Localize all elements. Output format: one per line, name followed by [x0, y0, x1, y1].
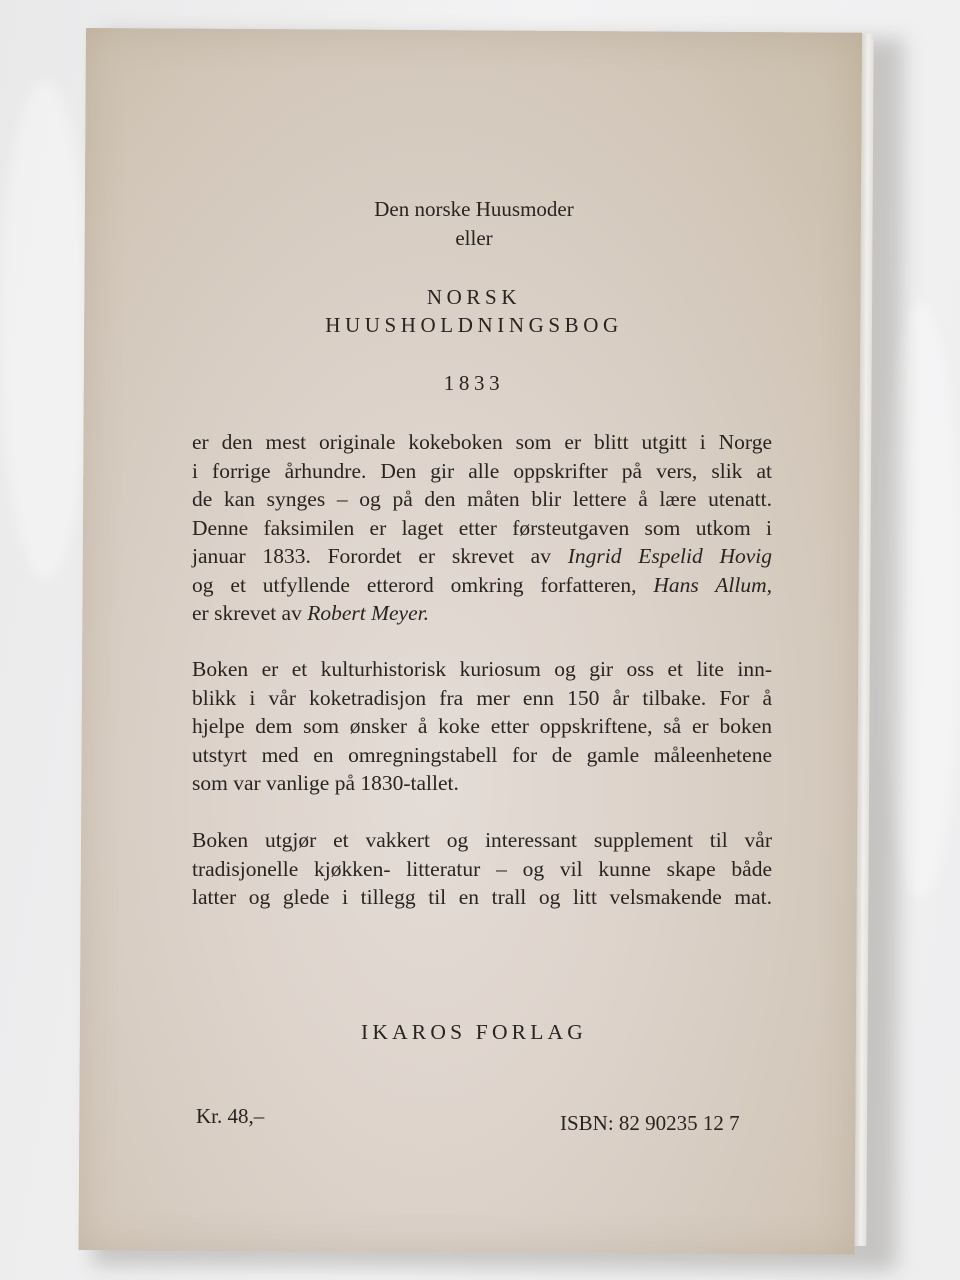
paragraph-line: er den mest originale kokeboken som er blitt utgitt i Norge [192, 430, 772, 454]
description-paragraph-3 [192, 826, 772, 912]
subtitle-line-2: eller [455, 226, 493, 250]
cloth-fold [0, 80, 90, 580]
paragraph-text: og et utfyllende etterord omkring forfatteren, [192, 572, 654, 597]
isbn: ISBN: 82 90235 12 7 [560, 1111, 740, 1135]
publisher-name: IKAROS FORLAG [360, 1020, 588, 1044]
description-paragraph-2 [192, 655, 772, 798]
paragraph-line [192, 599, 772, 628]
paragraph-line [192, 571, 772, 600]
description-paragraph-1 [192, 428, 772, 628]
subtitle-line-1: Den norske Huusmoder [374, 197, 574, 221]
paragraph-line: hjelpe dem som ønsker å koke etter oppskriftene, så er boken [192, 714, 772, 738]
paragraph-line: i forrige århundre. Den gir alle oppskrifter på vers, slik at [192, 458, 772, 483]
paragraph-line: latter og glede i tillegg til en trall og litt velsmakende mat. [192, 885, 772, 909]
paragraph-line: de kan synges – og på den måten blir lettere å lære utenatt. [192, 487, 772, 511]
foreword-author: Ingrid Espelid Hovig [567, 544, 772, 568]
book-author: Hans Allum, [653, 572, 772, 597]
paragraph-line: tradisjonelle kjøkken- litteratur – og vil kunne skape både [192, 856, 772, 881]
paragraph-line: blikk i vår koketradisjon fra mer enn 150 år tilbake. For å [192, 685, 772, 710]
afterword-author: Robert Meyer. [307, 601, 430, 625]
paragraph-line: som var vanlige på 1830-tallet. [192, 771, 459, 795]
paragraph-line: Boken er et kulturhistorisk kuriosum og gir oss et lite inn- [192, 657, 772, 681]
paragraph-line [192, 542, 772, 571]
paragraph-text: januar 1833. Forordet er skrevet av [192, 544, 568, 568]
paragraph-line: Denne faksimilen er laget etter førsteutgaven som utkom i [192, 515, 772, 540]
price: Kr. 48,– [196, 1104, 265, 1128]
year: 1833 [443, 371, 505, 395]
title-line-1: NORSK [426, 285, 522, 309]
paragraph-line: utstyrt med en omregningstabell for de gamle måleenhetene [192, 742, 772, 767]
title-line-2: HUUSHOLDNINGSBOG [325, 313, 623, 337]
paragraph-text: er skrevet av [192, 601, 308, 625]
paragraph-line: Boken utgjør et vakkert og interessant supplement til vår [192, 828, 772, 852]
